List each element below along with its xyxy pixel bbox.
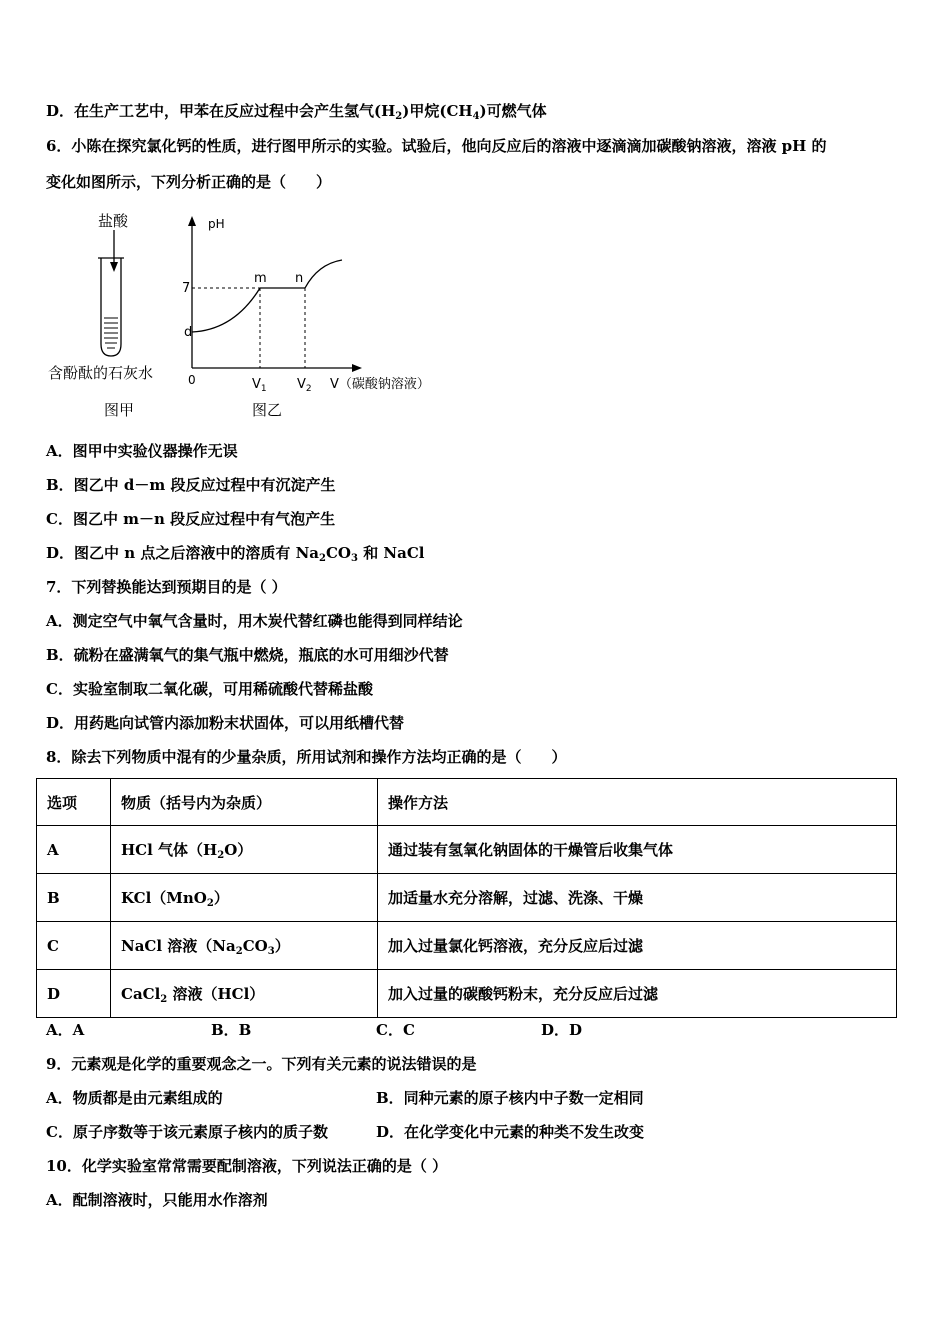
jia-caption: 图甲 — [104, 401, 135, 419]
q9-option-a: A．物质都是由元素组成的 — [46, 1089, 223, 1107]
table-header-cell: 选项 — [37, 779, 111, 826]
q9-option-c: C．原子序数等于该元素原子核内的质子数 — [46, 1123, 328, 1141]
ph-chart — [182, 216, 430, 419]
q9-stem: 9．元素观是化学的重要观念之一。下列有关元素的说法错误的是 — [46, 1055, 477, 1073]
x-axis-label: V（碳酸钠溶液） — [330, 377, 430, 392]
table-cell-option: B — [37, 874, 111, 922]
q7-stem: 7．下列替换能达到预期目的是（ ） — [46, 578, 287, 596]
table-cell-substance: NaCl 溶液$(Na_2CO_3)$ — [111, 922, 378, 970]
q6-stem-line-2: 变化如图所示，下列分析正确的是（ ） — [46, 173, 332, 191]
q8-choice-c: C．C — [376, 1021, 415, 1039]
q10-stem: 10．化学实验室常常需要配制溶液，下列说法正确的是（ ） — [46, 1157, 448, 1175]
q6-option-d: D．图乙中 n 点之后溶液中的溶质有 $Na_2CO_3$ 和 NaCl — [46, 544, 425, 564]
q6-option-a: A．图甲中实验仪器操作无误 — [46, 442, 238, 460]
curve-after-n — [305, 260, 342, 288]
q6-option-c: C．图乙中 m－n 段反应过程中有气泡产生 — [46, 510, 336, 528]
jia-reagent-label: 盐酸 — [98, 212, 129, 230]
q9-option-b: B．同种元素的原子核内中子数一定相同 — [376, 1089, 644, 1107]
point-m-label: m — [254, 271, 267, 286]
q5-option-d: D．在生产工艺中，甲苯在反应过程中会产生氢气$(H_2)$甲烷$(CH_4)$可燃气体 — [46, 102, 547, 122]
table-row — [37, 970, 897, 1018]
origin-label: 0 — [188, 373, 196, 387]
q8-choice-a: A．A — [46, 1021, 85, 1039]
table-cell-method: 加适量水充分溶解，过滤、洗涤、干燥 — [378, 874, 897, 922]
table-row — [37, 922, 897, 970]
test-tube-diagram — [48, 212, 153, 419]
jia-content-label: 含酚酞的石灰水 — [48, 364, 154, 382]
point-n-label: n — [295, 271, 304, 286]
q9-option-d: D．在化学变化中元素的种类不发生改变 — [376, 1123, 645, 1141]
q8-stem: 8．除去下列物质中混有的少量杂质，所用试剂和操作方法均正确的是（ ） — [46, 748, 567, 766]
q7-option-c: C．实验室制取二氧化碳，可用稀硫酸代替稀盐酸 — [46, 680, 373, 698]
table-header-cell: 物质（括号内为杂质） — [111, 779, 378, 826]
v1-label: $V_1$ — [252, 377, 267, 394]
v2-label: $V_2$ — [297, 377, 312, 394]
q7-option-b: B．硫粉在盛满氧气的集气瓶中燃烧，瓶底的水可用细沙代替 — [46, 646, 449, 664]
y-tick-7: 7 — [182, 281, 191, 296]
q10-option-a: A．配制溶液时，只能用水作溶剂 — [46, 1191, 268, 1209]
table-cell-option: D — [37, 970, 111, 1018]
point-d-label: d — [184, 325, 193, 340]
table-cell-substance: KCl（MnO$_2$） — [111, 874, 378, 922]
table-cell-method: 加入过量氯化钙溶液，充分反应后过滤 — [378, 922, 897, 970]
table-cell-method: 通过装有氢氧化钠固体的干燥管后收集气体 — [378, 826, 897, 874]
q6-figure — [46, 206, 466, 426]
q8-choice-b: B．B — [211, 1021, 252, 1039]
q7-option-d: D．用药匙向试管内添加粉末状固体，可以用纸槽代替 — [46, 714, 405, 732]
table-cell-option: A — [37, 826, 111, 874]
table-row — [37, 874, 897, 922]
y-axis-label: pH — [208, 217, 225, 231]
table-cell-substance: HCl 气体$(H_2O)$ — [111, 826, 378, 874]
q6-option-b: B．图乙中 d－m 段反应过程中有沉淀产生 — [46, 476, 336, 494]
table-header-row — [37, 779, 897, 826]
table-row — [37, 826, 897, 874]
table-cell-option: C — [37, 922, 111, 970]
q7-option-a: A．测定空气中氧气含量时，用木炭代替红磷也能得到同样结论 — [46, 612, 463, 630]
yi-caption: 图乙 — [252, 401, 283, 419]
table-cell-substance: CaCl$_2$ 溶液（HCl） — [111, 970, 378, 1018]
q6-stem-line-1: 6．小陈在探究氯化钙的性质，进行图甲所示的实验。试验后，他向反应后的溶液中逐滴滴加碳酸钠溶液，溶液 pH 的 — [46, 137, 827, 155]
q8-table — [36, 778, 897, 1018]
table-header-cell: 操作方法 — [378, 779, 897, 826]
table-cell-method: 加入过量的碳酸钙粉末，充分反应后过滤 — [378, 970, 897, 1018]
curve-d-m — [192, 288, 260, 332]
q8-choice-d: D．D — [541, 1021, 583, 1039]
